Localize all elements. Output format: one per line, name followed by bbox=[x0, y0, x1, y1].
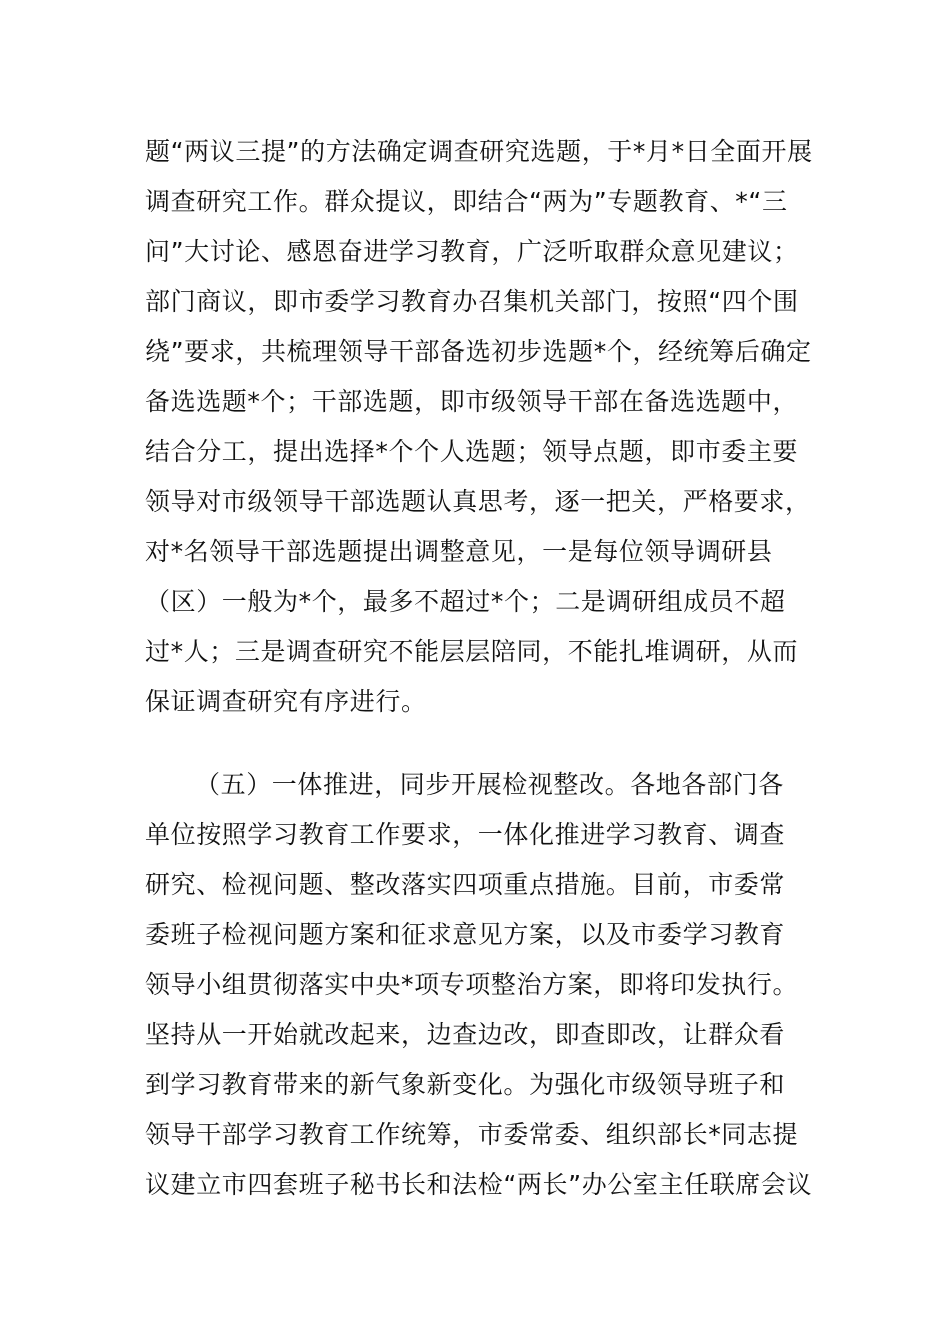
paragraph-1-line-12: 保证调查研究有序进行。 bbox=[145, 687, 427, 716]
paragraph-1-line-3: 问”大讨论、感恩奋进学习教育，广泛听取群众意见建议； bbox=[145, 237, 799, 266]
paragraph-2-line-9: 议建立市四套班子秘书长和法检“两长”办公室主任联席会议 bbox=[145, 1170, 813, 1199]
paragraph-2-line-5: 领导小组贯彻落实中央*项专项整治方案，即将印发执行。 bbox=[145, 970, 799, 999]
paragraph-1-line-2: 调查研究工作。群众提议，即结合“两为”专题教育、*“三 bbox=[145, 187, 788, 216]
paragraph-1-line-5: 绕”要求，共梳理领导干部备选初步选题*个，经统筹后确定 bbox=[145, 337, 812, 366]
paragraph-1-line-7: 结合分工，提出选择*个个人选题；领导点题，即市委主要 bbox=[145, 437, 799, 466]
paragraph-1-line-10: （区）一般为*个，最多不超过*个；二是调研组成员不超 bbox=[145, 587, 786, 616]
paragraph-2-line-6: 坚持从一开始就改起来，边查边改，即查即改，让群众看 bbox=[145, 1020, 786, 1049]
paragraph-2-line-8: 领导干部学习教育工作统筹，市委常委、组织部长*同志提 bbox=[145, 1120, 799, 1149]
paragraph-1-line-11: 过*人；三是调查研究不能层层陪同，不能扎堆调研，从而 bbox=[145, 637, 799, 666]
paragraph-1-line-6: 备选选题*个；干部选题，即市级领导干部在备选选题中， bbox=[145, 387, 799, 416]
paragraph-2-line-7: 到学习教育带来的新气象新变化。为强化市级领导班子和 bbox=[145, 1070, 786, 1099]
paragraph-2-line-3: 研究、检视问题、整改落实四项重点措施。目前，市委常 bbox=[145, 870, 786, 899]
paragraph-2-line-1: （五）一体推进，同步开展检视整改。各地各部门各 bbox=[195, 770, 784, 799]
paragraph-1-line-4: 部门商议，即市委学习教育办召集机关部门，按照“四个围 bbox=[145, 287, 799, 316]
paragraph-1-line-9: 对*名领导干部选题提出调整意见，一是每位领导调研县 bbox=[145, 537, 773, 566]
paragraph-1-line-1: 题“两议三提”的方法确定调查研究选题，于*月*日全面开展 bbox=[145, 137, 813, 166]
paragraph-1-line-8: 领导对市级领导干部选题认真思考，逐一把关，严格要求， bbox=[145, 487, 811, 516]
paragraph-2-line-2: 单位按照学习教育工作要求，一体化推进学习教育、调查 bbox=[145, 820, 786, 849]
paragraph-2-line-4: 委班子检视问题方案和征求意见方案，以及市委学习教育 bbox=[145, 920, 786, 949]
